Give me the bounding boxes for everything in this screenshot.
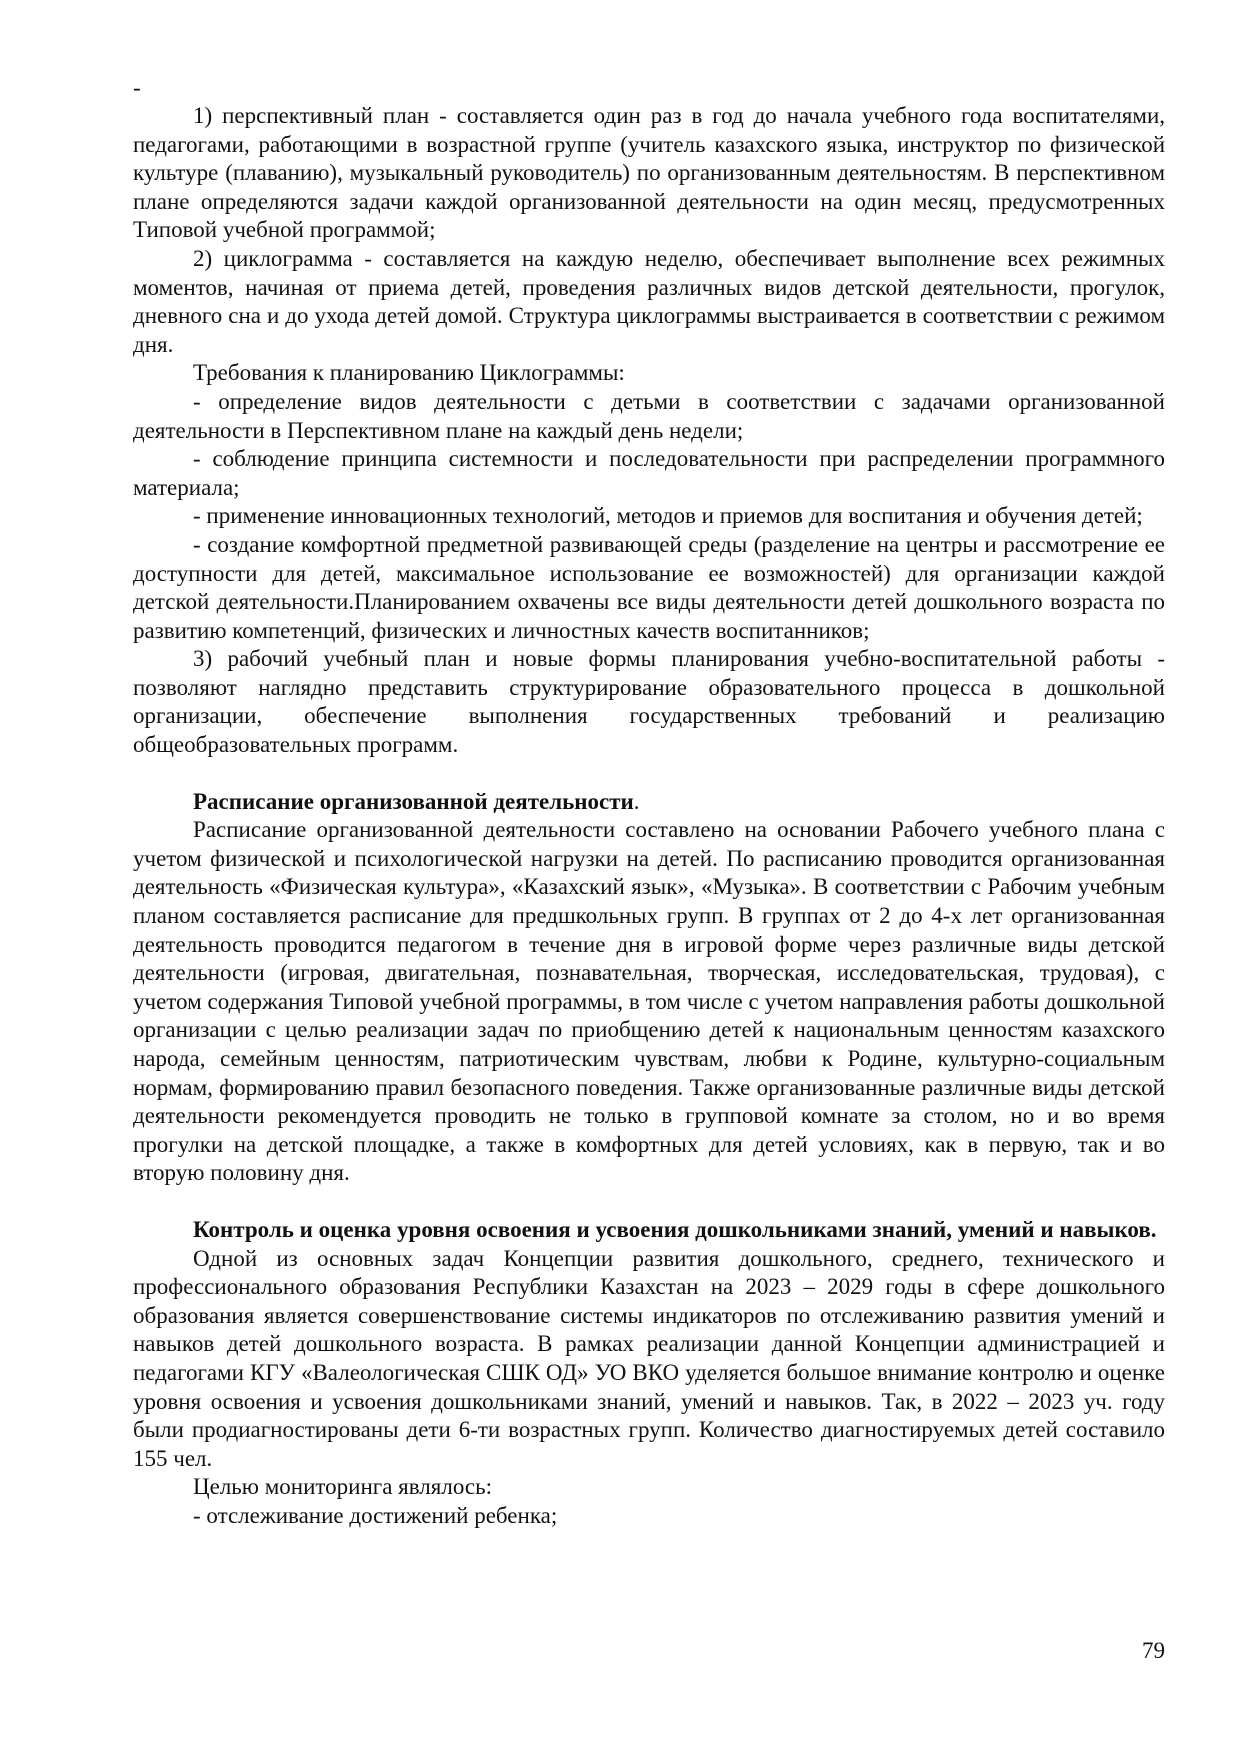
paragraph-control-body: Одной из основных задач Концепции развития дошкольного, среднего, технического и профессионального образования Республики Казахстан на 2023 – 2029 годы в сфере дошкольного образования является совершенствование системы индикаторов по отслеживанию развития умений и навыков детей дошкольного возраста. В рамках реализации данной Концепции администрацией и педагогами КГУ «Валеологическая СШК ОД» УО ВКО уделяется большое внимание контролю и оценке уровня освоения и усвоения дошкольниками знаний, умений и навыков. Так, в 2022 – 2023 уч. году были продиагностированы дети 6-ти возрастных групп. Количество диагностируемых детей составило 155 чел. xyxy=(133,1245,1165,1471)
paragraph-schedule-body: Расписание организованной деятельности составлено на основании Рабочего учебного плана с учетом физической и психологической нагрузки на детей. По расписанию проводится организованная деятельность «Физическая культура», «Казахский язык», «Музыка». В соответствии с Рабочим учебным планом составляется расписание для предшкольных групп. В группах от 2 до 4-х лет организованная деятельность проводится педагогом в течение дня в игровой форме через различные виды детской деятельности (игровая, двигательная, познавательная, творческая, исследовательская, трудовая), с учетом содержания Типовой учебной программы, в том числе с учетом направления работы дошкольной организации с целью реализации задач по приобщению детей к национальным ценностям казахского народа, семейным ценностям, патриотическим чувствам, любви к Родине, культурно-социальным нормам, формированию правил безопасного поведения. Также организованные различные виды детской деятельности рекомендуется проводить не только в групповой комнате за столом, но и во время прогулки на детской площадке, а также в комфортных для детей условиях, как в первую, так и во вторую половину дня. xyxy=(133,817,1165,1186)
page-number: 79 xyxy=(1142,1638,1165,1663)
list-item-requirement-3: - применение инновационных технологий, методов и приемов для воспитания и обучения детей; xyxy=(193,503,1143,529)
paragraph-working-plan: 3) рабочий учебный план и новые формы планирования учебно-воспитательной работы - позволяют наглядно представить структурирование образовательного процесса в дошкольной организации, обеспечение выполнения государственных требований и реализацию общеобразовательных программ. xyxy=(133,646,1165,758)
paragraph-cyclogram-requirements-intro: Требования к планированию Циклограммы: xyxy=(193,360,625,386)
list-item-requirement-1: - определение видов деятельности с детьми в соответствии с задачами организованной деятельности в Перспективном плане на каждый день недели; xyxy=(133,388,1165,443)
heading-control-assessment: Контроль и оценка уровня освоения и усвоения дошкольниками знаний, умений и навыков. xyxy=(193,1216,1157,1242)
paragraph-monitoring-goal: Целью мониторинга являлось: xyxy=(193,1474,492,1500)
list-item-requirement-2: - соблюдение принципа системности и последовательности при распределении программного материала; xyxy=(133,446,1165,500)
page-body xyxy=(133,74,1165,1531)
section-spacer xyxy=(133,760,1165,788)
stray-dash-mark: - xyxy=(133,75,141,100)
section-spacer xyxy=(133,1188,1165,1216)
heading-schedule-text: Расписание организованной деятельности xyxy=(193,788,634,814)
list-item-monitoring-goal: - отслеживание достижений ребенка; xyxy=(193,1502,558,1528)
heading-schedule-period: . xyxy=(633,788,640,814)
paragraph-perspective-plan: 1) перспективный план - составляется один раз в год до начала учебного года воспитателями, педагогами, работающими в возрастной группе (учитель казахского языка, инструктор по физической культуре (плаванию), музыкальный руководитель) по организованным деятельностям. В перспективном плане определяются задачи каждой организованной деятельности на один месяц, предусмотренных Типовой учебной программой; xyxy=(133,103,1165,243)
heading-schedule xyxy=(133,788,1165,817)
list-item-requirement-4: - создание комфортной предметной развивающей среды (разделение на центры и рассмотрение ее доступности для детей, максимальное использование ее возможностей) для организации каждой детской деятельности.Планированием охвачены все виды деятельности детей дошкольного возраста по развитию компетенций, физических и личностных качеств воспитанников; xyxy=(133,531,1165,643)
paragraph-cyclogram: 2) циклограмма - составляется на каждую неделю, обеспечивает выполнение всех режимных моментов, начиная от приема детей, проведения различных видов детской деятельности, прогулок, дневного сна и до ухода детей домой. Структура циклограммы выстраивается в соответствии с режимом дня. xyxy=(133,245,1165,357)
